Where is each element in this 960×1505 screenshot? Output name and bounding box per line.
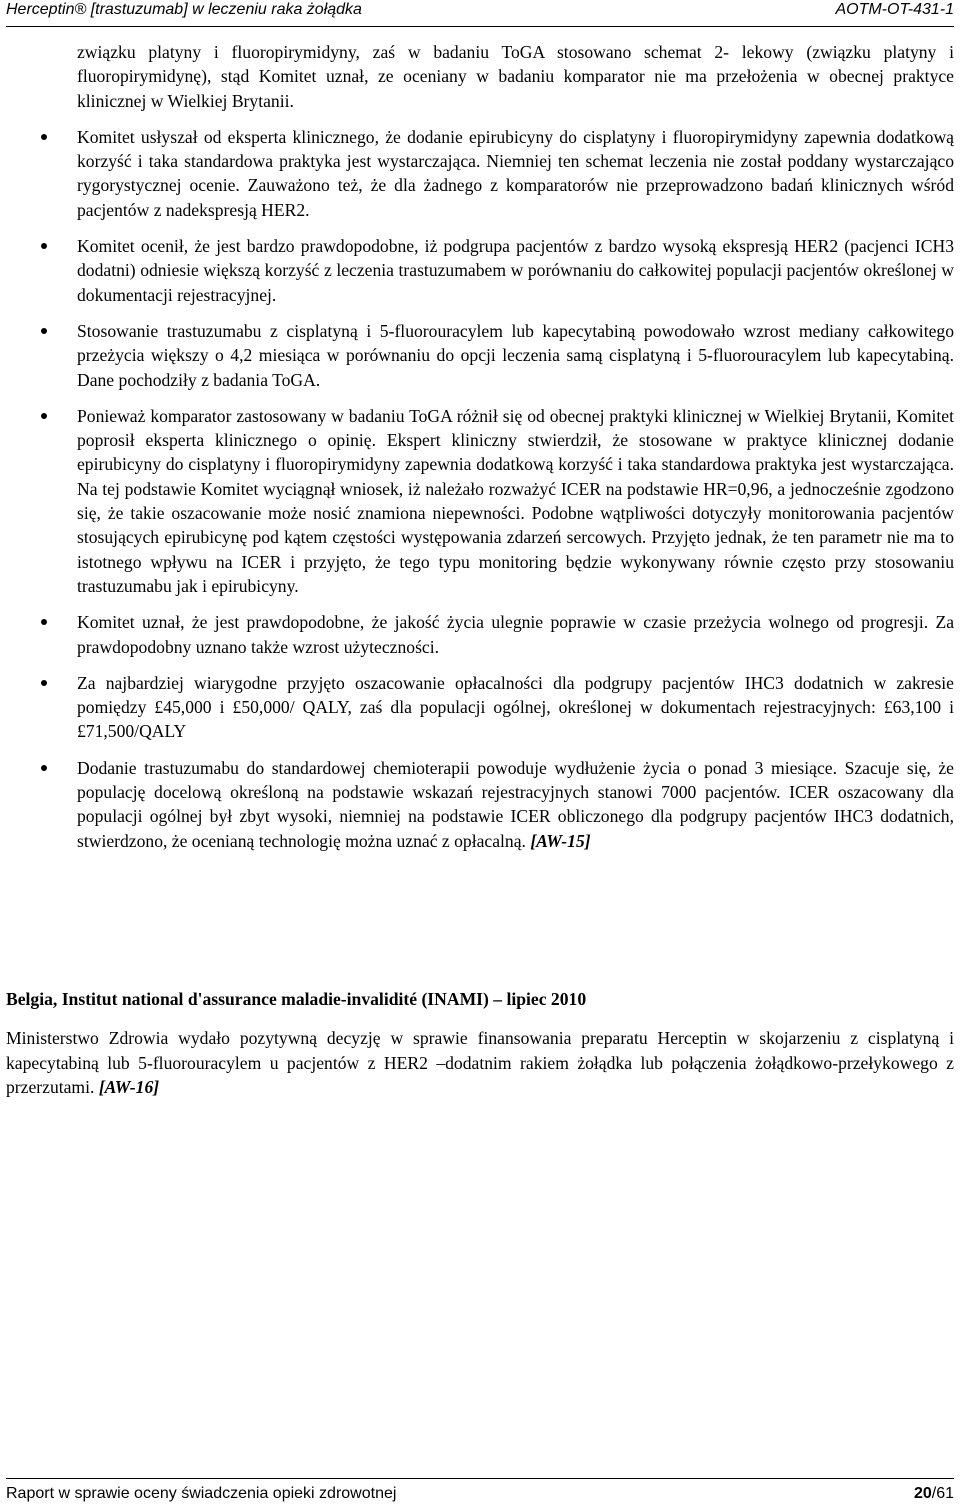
- page-current: 20: [913, 1485, 932, 1502]
- list-item: [6, 671, 954, 744]
- list-item-text: Stosowanie trastuzumabu z cisplatyną i 5-fluorouracylem lub kapecytabiną powodowało wzrost mediany całkowitego przeżycia większy o 4,2 miesiąca w porównaniu do opcji leczenia samą cisplatyną i 5-fluorouracylem lub kapecytabiną. Dane pochodziły z badania ToGA.: [77, 320, 954, 390]
- page-header: [6, 0, 954, 27]
- list-item-text: Ponieważ komparator zastosowany w badaniu ToGA różnił się od obecnej praktyki klinicznej w Wielkiej Brytanii, Komitet poprosił eksperta klinicznego o opinię. Ekspert kliniczny stwierdził, że stosowane w praktyce klinicznej dodanie epirubicyny do cisplatyny i fluoropirymidyny zapewnia dodatkową korzyść i taka standardowa praktyka jest wystarczająca. Na tej podstawie Komitet wyciągnął wniosek, iż należało rozważyć ICER na podstawie HR=0,96, a jednocześnie zgodzono się, że takie oszacowanie może nosić znamiona niepewności. Podobne wątpliwości dotyczyły monitorowania pacjentów stosujących epirubicynę pod kątem częstości występowania zdarzeń sercowych. Przyjęto jednak, że ten parametr nie ma to istotnego wpływu na ICER i przyjęto, że tego typu monitoring będzie wykonywany równie często przy stosowaniu trastuzumabu jak i epirubicyny.: [77, 405, 954, 596]
- main-content: [6, 40, 954, 865]
- section-heading: Belgia, Institut national d'assurance maladie-invalidité (INAMI) – lipiec 2010: [6, 989, 587, 1009]
- list-item-text: Komitet ocenił, że jest bardzo prawdopodobne, iż podgrupa pacjentów z bardzo wysoką ekspresją HER2 (pacjenci ICH3 dodatni) odniesie większą korzyść z leczenia trastuzumabem w porównaniu do całkowitej populacji pacjentów określonej w dokumentacji rejestracyjnej.: [77, 236, 954, 305]
- belgium-section: [6, 987, 954, 1099]
- list-item-text: Komitet usłyszał od eksperta klinicznego, że dodanie epirubicyny do cisplatyny i fluoropirymidyny zapewnia dodatkową korzyść i taka standardowa praktyka jest wystarczająca. Niemniej ten schemat leczenia nie został poddany wystarczająco rygorystycznej ocenie. Zauważono też, że dla żadnego z komparatorów nie przeprowadzono badań klinicznych wśród pacjentów z nadekspresją HER2.: [77, 126, 954, 220]
- list-item-text: Dodanie trastuzumabu do standardowej chemioterapii powoduje wydłużenie życia o ponad 3 miesiące. Szacuje się, że populację docelową określoną na podstawie wskazań rejestracyjnych stanowi 7000 pacjentów. ICER oszacowany dla populacji ogólnej był zbyt wysoki, niemniej na podstawie ICER obliczonego dla podgrupy pacjentów IHC3 dodatnich, stwierdzono, że ocenianą technologię można uznać z opłacalną.: [77, 757, 954, 851]
- section-body-text: Ministerstwo Zdrowia wydało pozytywną decyzję w sprawie finansowania preparatu Herceptin w skojarzeniu z cisplatyną i kapecytabiną lub 5-fluorouracylem u pacjentów z HER2 –dodatnim rakiem żołądka lub połączenia żołądkowo-przełykowego z przerzutami.: [6, 1028, 954, 1097]
- list-item: [6, 125, 954, 222]
- bullet-list: [6, 125, 954, 853]
- page-total: /61: [931, 1485, 954, 1502]
- list-item: [6, 756, 954, 853]
- header-document-title: Herceptin® [trastuzumab] w leczeniu raka żołądka: [6, 1, 362, 18]
- list-item: [6, 610, 954, 659]
- bullet-icon: [41, 619, 47, 625]
- bullet-icon: [41, 243, 47, 249]
- header-document-code: AOTM-OT-431-1: [835, 1, 954, 18]
- section-paragraph: [6, 1026, 954, 1099]
- footer-report-title: Raport w sprawie oceny świadczenia opieki zdrowotnej: [6, 1485, 397, 1502]
- reference-tag: [AW-16]: [98, 1076, 160, 1097]
- bullet-icon: [41, 134, 47, 140]
- list-item: [6, 234, 954, 307]
- bullet-icon: [41, 765, 47, 771]
- page-footer: [6, 1478, 954, 1505]
- list-item: [6, 319, 954, 392]
- bullet-icon: [41, 413, 47, 419]
- bullet-icon: [41, 328, 47, 334]
- bullet-icon: [41, 680, 47, 686]
- list-item-text: Za najbardziej wiarygodne przyjęto oszacowanie opłacalności dla podgrupy pacjentów IHC3 dodatnich w zakresie pomiędzy £45,000 i £50,000/ QALY, zaś dla populacji ogólnej, określonej w dokumentach rejestracyjnych: £63,100 i £71,500/QALY: [77, 672, 954, 742]
- page-number: [914, 1484, 954, 1504]
- list-item-text: Komitet uznał, że jest prawdopodobne, że jakość życia ulegnie poprawie w czasie przeżycia wolnego od progresji. Za prawdopodobny uznano także wzrost użyteczności.: [77, 612, 954, 657]
- continuation-paragraph: związku platyny i fluoropirymidyny, zaś w badaniu ToGA stosowano schemat 2- lekowy (związku platyny i fluoropirymidynę), stąd Komitet uznał, ze oceniany w badaniu komparator nie ma przełożenia w obecnej praktyce klinicznej w Wielkiej Brytanii.: [77, 42, 954, 111]
- reference-tag: [AW-15]: [530, 830, 591, 851]
- list-item: [6, 404, 954, 598]
